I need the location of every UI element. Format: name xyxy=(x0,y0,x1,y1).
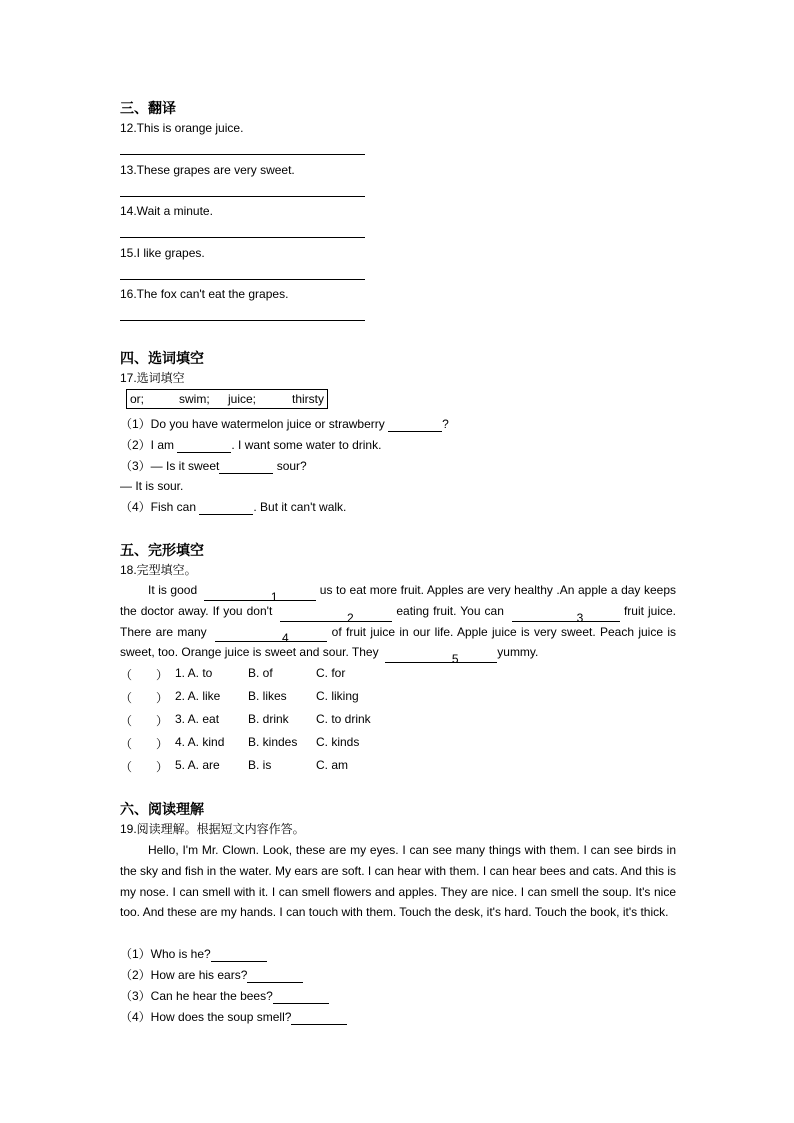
option-a: 4. A. kind xyxy=(175,735,225,749)
word-bank-word: swim; xyxy=(179,392,210,406)
reading-question-text: （3）Can he hear the bees? xyxy=(120,989,273,1003)
word-bank-word: thirsty xyxy=(292,392,325,406)
fill-question-text: . But it can't walk. xyxy=(253,500,347,514)
section-6-title: 六、阅读理解 xyxy=(120,801,204,817)
translation-item-12: 12.This is orange juice. xyxy=(120,121,244,135)
cloze-passage xyxy=(120,580,677,667)
option-a: 2. A. like xyxy=(175,689,221,703)
fill-question-4 xyxy=(120,499,346,515)
translation-item-14: 14.Wait a minute. xyxy=(120,204,213,218)
fill-question-text: （3）— Is it sweet xyxy=(120,459,220,473)
fill-question-3 xyxy=(120,458,307,474)
option-b: B. of xyxy=(248,666,273,680)
cloze-text: It is good xyxy=(148,583,198,597)
reading-question-text: （2）How are his ears? xyxy=(120,968,248,982)
fill-question-2 xyxy=(120,437,381,453)
reading-question-text: （1）Who is he? xyxy=(120,947,211,961)
fill-question-1 xyxy=(120,416,449,432)
word-bank-box xyxy=(126,389,328,409)
answer-bracket[interactable]: （ ） xyxy=(120,714,169,728)
reading-answer-blank[interactable] xyxy=(291,1011,347,1025)
answer-bracket[interactable]: （ ） xyxy=(120,737,169,751)
answer-line-14[interactable] xyxy=(120,237,365,238)
option-b: B. is xyxy=(248,758,272,772)
cloze-text: of fruit juice in our life. Apple juice is very sweet. Peach juice is sweet, too. Orange juice is sweet and sour. They xyxy=(120,624,677,660)
option-a: 1. A. to xyxy=(175,666,213,680)
option-b: B. kindes xyxy=(248,735,298,749)
cloze-text: us to eat more fruit. Apples are very healthy .An apple a day keeps the doctor away. If you don't xyxy=(120,583,676,618)
answer-line-16[interactable] xyxy=(120,320,365,321)
answer-bracket[interactable]: （ ） xyxy=(120,668,169,682)
option-c: C. am xyxy=(316,758,349,772)
fill-blank[interactable] xyxy=(388,418,442,432)
reading-question-4 xyxy=(120,1009,347,1025)
option-a: 5. A. are xyxy=(175,758,220,772)
translation-item-15: 15.I like grapes. xyxy=(120,246,205,260)
answer-bracket[interactable]: （ ） xyxy=(120,760,169,774)
fill-question-text: （1）Do you have watermelon juice or strawberry xyxy=(120,417,385,431)
answer-bracket[interactable]: （ ） xyxy=(120,691,169,705)
question-17-heading: 17.选词填空 xyxy=(120,371,185,385)
fill-question-3-answer: — It is sour. xyxy=(120,479,184,493)
answer-line-15[interactable] xyxy=(120,279,365,280)
reading-answer-blank[interactable] xyxy=(273,990,329,1004)
reading-passage xyxy=(120,840,676,923)
fill-question-text: . I want some water to drink. xyxy=(231,438,382,452)
fill-blank[interactable] xyxy=(177,439,231,453)
reading-answer-blank[interactable] xyxy=(211,948,267,962)
reading-question-text: （4）How does the soup smell? xyxy=(120,1010,292,1024)
cloze-blank-2[interactable]: 2 xyxy=(280,608,392,622)
option-c: C. kinds xyxy=(316,735,360,749)
fill-question-text: （4）Fish can xyxy=(120,500,197,514)
question-19-heading: 19.阅读理解。根据短文内容作答。 xyxy=(120,822,305,836)
reading-question-2 xyxy=(120,967,303,983)
section-3-title: 三、翻译 xyxy=(120,100,176,116)
section-5-title: 五、完形填空 xyxy=(120,542,204,558)
option-b: B. drink xyxy=(248,712,289,726)
reading-passage-text: Hello, I'm Mr. Clown. Look, these are my eyes. I can see many things with them. I can see birds in the sky and fish in the water. My ears are soft. I can hear with them. I can hear bees and cats. And this is my nose. I can smell with it. I can smell flowers and apples. They are nice. I can smell the soup. It's nice too. And these are my hands. I can touch with them. Touch the desk, it's hard. Touch the book, it's thick. xyxy=(120,843,676,920)
cloze-blank-4[interactable]: 4 xyxy=(215,628,327,642)
translation-item-13: 13.These grapes are very sweet. xyxy=(120,163,295,177)
fill-blank[interactable] xyxy=(219,460,273,474)
question-18-heading: 18.完型填空。 xyxy=(120,563,197,577)
cloze-blank-3[interactable]: 3 xyxy=(512,608,620,622)
section-4-title: 四、选词填空 xyxy=(120,350,204,366)
fill-question-text: （2）I am xyxy=(120,438,175,452)
fill-question-text: ? xyxy=(442,417,449,431)
answer-line-13[interactable] xyxy=(120,196,365,197)
translation-item-16: 16.The fox can't eat the grapes. xyxy=(120,287,289,301)
fill-question-text: sour? xyxy=(276,459,307,473)
cloze-text: eating fruit. You can xyxy=(396,603,504,618)
option-c: C. to drink xyxy=(316,712,371,726)
answer-line-12[interactable] xyxy=(120,154,365,155)
cloze-text: yummy. xyxy=(497,645,539,660)
reading-question-1 xyxy=(120,946,267,962)
cloze-blank-1[interactable]: 1 xyxy=(204,587,316,601)
option-c: C. for xyxy=(316,666,346,680)
word-bank-word: juice; xyxy=(228,392,257,406)
option-c: C. liking xyxy=(316,689,359,703)
cloze-text: fruit juice. There are many xyxy=(120,603,677,639)
fill-blank[interactable] xyxy=(199,501,253,515)
word-bank-word: or; xyxy=(130,392,145,406)
option-b: B. likes xyxy=(248,689,287,703)
option-a: 3. A. eat xyxy=(175,712,220,726)
cloze-blank-5[interactable]: 5 xyxy=(385,649,497,663)
reading-answer-blank[interactable] xyxy=(247,969,303,983)
reading-question-3 xyxy=(120,988,329,1004)
